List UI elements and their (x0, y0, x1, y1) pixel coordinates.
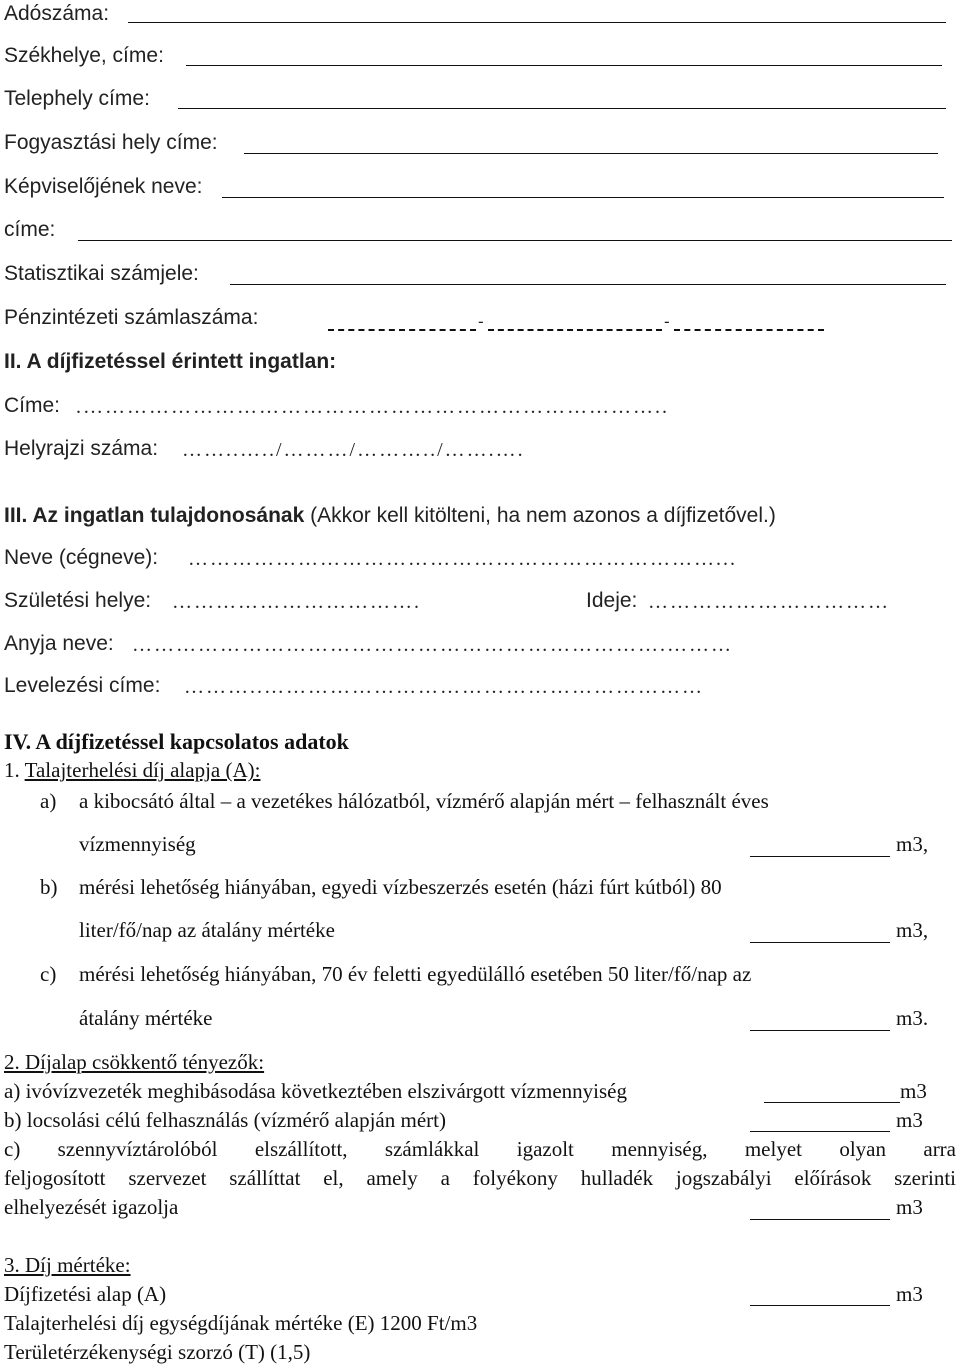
owner-name-dots[interactable]: ………………………………………………………………... (188, 548, 737, 570)
birthplace-dots[interactable]: ……………………………. (172, 591, 421, 613)
item-1-title (4, 758, 260, 783)
statistical-number-label: Statisztikai számjele: (4, 262, 199, 285)
bank-account-part1-field[interactable] (328, 329, 476, 331)
headquarters-field[interactable] (186, 65, 942, 66)
property-address-label: Címe: (4, 394, 61, 417)
site-address-field[interactable] (178, 108, 946, 109)
item-3-title: 3. Díj mértéke: (4, 1253, 131, 1277)
section-3-heading-note: (Akkor kell kitölteni, ha nem azonos a díjfizetővel.) (304, 504, 776, 527)
headquarters-label: Székhelye, címe: (4, 44, 164, 67)
statistical-number-field[interactable] (230, 284, 946, 285)
item-2-title: 2. Díjalap csökkentő tényezők: (4, 1050, 265, 1074)
unit-fee-text: Talajterhelési díj egységdíjának mértéke (E) 1200 Ft/m3 (4, 1311, 478, 1335)
item-a-unit: m3, (896, 832, 929, 856)
bank-account-separator: - (478, 312, 484, 331)
tax-number-field[interactable] (128, 22, 946, 23)
bank-account-separator: - (664, 312, 670, 331)
owner-name-label: Neve (cégneve): (4, 546, 159, 569)
item-a-field[interactable] (750, 856, 890, 857)
item-a-text: a kibocsátó által – a vezetékes hálózatból, vízmérő alapján mért – felhasznált éves (79, 789, 769, 813)
item-c-unit: m3. (896, 1006, 929, 1030)
mailing-address-label: Levelezési címe: (4, 674, 161, 697)
item-a-continuation: vízmennyiség (79, 832, 196, 856)
reduction-a-text: a) ivóvízvezeték meghibásodása következtében elszivárgott vízmennyiség (4, 1079, 627, 1103)
parcel-number-dots[interactable]: ……..…../………/………../…….…. (182, 439, 525, 461)
bank-account-label: Pénzintézeti számlaszáma: (4, 306, 259, 329)
section-3-heading (4, 504, 776, 528)
representative-address-label: címe: (4, 218, 56, 241)
birthdate-dots[interactable]: …………………………… (648, 591, 890, 613)
item-1-title-text: Talajterhelési díj alapja (A): (24, 758, 261, 782)
reduction-c-unit: m3 (896, 1195, 923, 1219)
tax-number-label: Adószáma: (4, 2, 110, 25)
item-c-marker: c) (40, 962, 57, 986)
section-2-heading: II. A díjfizetéssel érintett ingatlan: (4, 350, 337, 373)
bank-account-part3-field[interactable] (674, 329, 824, 331)
item-c-field[interactable] (750, 1030, 890, 1031)
item-b-text: mérési lehetőség hiányában, egyedi vízbeszerzés esetén (házi fúrt kútból) 80 (79, 875, 722, 899)
representative-name-field[interactable] (222, 197, 944, 198)
birthdate-label: Ideje: (586, 589, 638, 612)
reduction-b-field[interactable] (750, 1131, 890, 1132)
item-b-continuation: liter/fő/nap az átalány mértéke (79, 918, 335, 942)
mother-name-label: Anyja neve: (4, 632, 114, 655)
consumption-address-field[interactable] (244, 153, 938, 154)
site-address-label: Telephely címe: (4, 87, 150, 110)
reduction-c-field[interactable] (750, 1219, 890, 1220)
reduction-a-unit: m3 (900, 1079, 927, 1103)
section-3-heading-bold: III. Az ingatlan tulajdonosának (4, 504, 305, 527)
item-c-continuation: átalány mértéke (79, 1006, 213, 1030)
reduction-c-line3: elhelyezését igazolja (4, 1195, 179, 1219)
reduction-b-text: b) locsolási célú felhasználás (vízmérő alapján mért) (4, 1108, 446, 1132)
fee-base-label: Díjfizetési alap (A) (4, 1282, 167, 1306)
birthplace-label: Születési helye: (4, 589, 152, 612)
reduction-a-field[interactable] (764, 1102, 900, 1103)
property-address-dots[interactable]: .…………………………………………………………………….. (76, 396, 669, 418)
section-4-heading: IV. A díjfizetéssel kapcsolatos adatok (4, 729, 349, 754)
reduction-c-line1: c) szennyvíztárolóból elszállított, számlákkal igazolt mennyiség, melyet olyan arra (4, 1137, 956, 1161)
item-b-marker: b) (40, 875, 58, 899)
sensitivity-multiplier-text: Területérzékenységi szorzó (T) (1,5) (4, 1340, 311, 1364)
item-1-number: 1. (4, 758, 20, 782)
bank-account-part2-field[interactable] (488, 329, 662, 331)
item-c-text: mérési lehetőség hiányában, 70 év feletti egyedülálló esetében 50 liter/fő/nap az (79, 962, 752, 986)
mailing-address-dots[interactable]: ………..…………………………………………………… (184, 676, 704, 698)
representative-name-label: Képviselőjének neve: (4, 175, 203, 198)
fee-base-unit: m3 (896, 1282, 923, 1306)
mother-name-dots[interactable]: ……………………………………………………………….……… (132, 634, 733, 656)
fee-base-field[interactable] (750, 1305, 890, 1306)
reduction-b-unit: m3 (896, 1108, 923, 1132)
item-a-marker: a) (40, 789, 57, 813)
representative-address-field[interactable] (78, 240, 952, 241)
item-b-field[interactable] (750, 942, 890, 943)
consumption-address-label: Fogyasztási hely címe: (4, 131, 218, 154)
item-b-unit: m3, (896, 918, 929, 942)
reduction-c-line2: feljogosított szervezet szállíttat el, amely a folyékony hulladék jogszabályi előírások szerinti (4, 1166, 956, 1190)
parcel-number-label: Helyrajzi száma: (4, 437, 159, 460)
